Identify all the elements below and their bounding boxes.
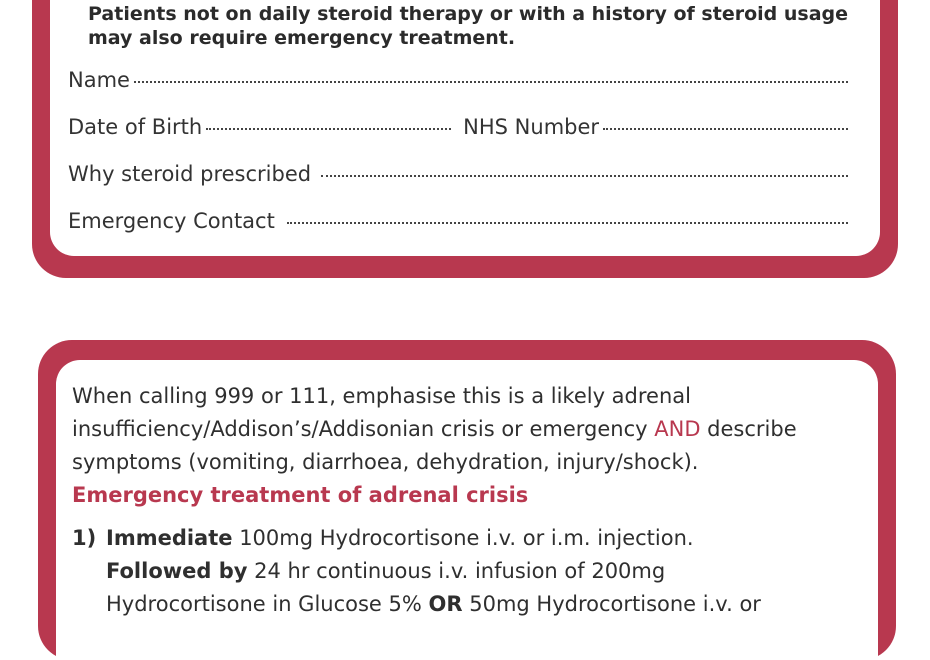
notice-line-2: may also require emergency treatment. (88, 27, 516, 49)
dob-dotted-line (206, 126, 451, 130)
step-1-line-2-text: 24 hr continuous i.v. infusion of 200mg (247, 559, 666, 583)
step-1-line-3-tail: 50mg Hydrocortisone i.v. or (462, 592, 761, 616)
emergency-contact-label: Emergency Contact (68, 209, 275, 233)
emergency-instructions-card-inner (56, 360, 878, 660)
calling-instructions (72, 380, 878, 479)
emergency-contact-field[interactable] (68, 209, 852, 239)
calling-line-2 (72, 413, 878, 446)
patient-details-card (32, 0, 898, 278)
why-steroid-dotted-line (321, 173, 848, 177)
followed-by-label: Followed by (106, 559, 248, 583)
name-label: Name (68, 68, 130, 92)
calling-line-2-tail: describe (700, 417, 797, 441)
calling-line-1: When calling 999 or 111, emphasise this is a likely adrenal (72, 384, 691, 408)
calling-line-2-text: insufficiency/Addison’s/Addisonian crisis or emergency (72, 417, 655, 441)
name-dotted-line (134, 79, 848, 83)
steroid-notice (88, 2, 868, 50)
and-emphasis: AND (654, 417, 701, 441)
nhs-dotted-line (603, 126, 848, 130)
section-title: Emergency treatment of adrenal crisis (72, 483, 529, 507)
patient-details-card-inner (50, 0, 880, 256)
dob-label: Date of Birth (68, 115, 203, 139)
step-number: 1) (72, 526, 97, 550)
immediate-label: Immediate (106, 526, 233, 550)
notice-line-1: Patients not on daily steroid therapy or with a history of steroid usage (88, 3, 849, 25)
step-1-line-2 (72, 555, 878, 588)
step-1-line-1 (72, 522, 878, 555)
treatment-step-1 (72, 522, 878, 621)
calling-line-3: symptoms (vomiting, diarrhoea, dehydration, injury/shock). (72, 450, 699, 474)
or-label: OR (428, 592, 463, 616)
name-field[interactable] (68, 68, 852, 98)
emergency-contact-dotted-line (287, 220, 848, 224)
emergency-instructions-card (38, 340, 896, 660)
step-1-line-3-text: Hydrocortisone in Glucose 5% (106, 592, 429, 616)
why-steroid-field[interactable] (68, 162, 852, 192)
step-1-line-3 (72, 588, 878, 621)
nhs-label: NHS Number (463, 115, 600, 139)
dob-nhs-field[interactable] (68, 115, 852, 145)
why-steroid-label: Why steroid prescribed (68, 162, 312, 186)
step-1-line-1-text: 100mg Hydrocortisone i.v. or i.m. injection. (232, 526, 694, 550)
